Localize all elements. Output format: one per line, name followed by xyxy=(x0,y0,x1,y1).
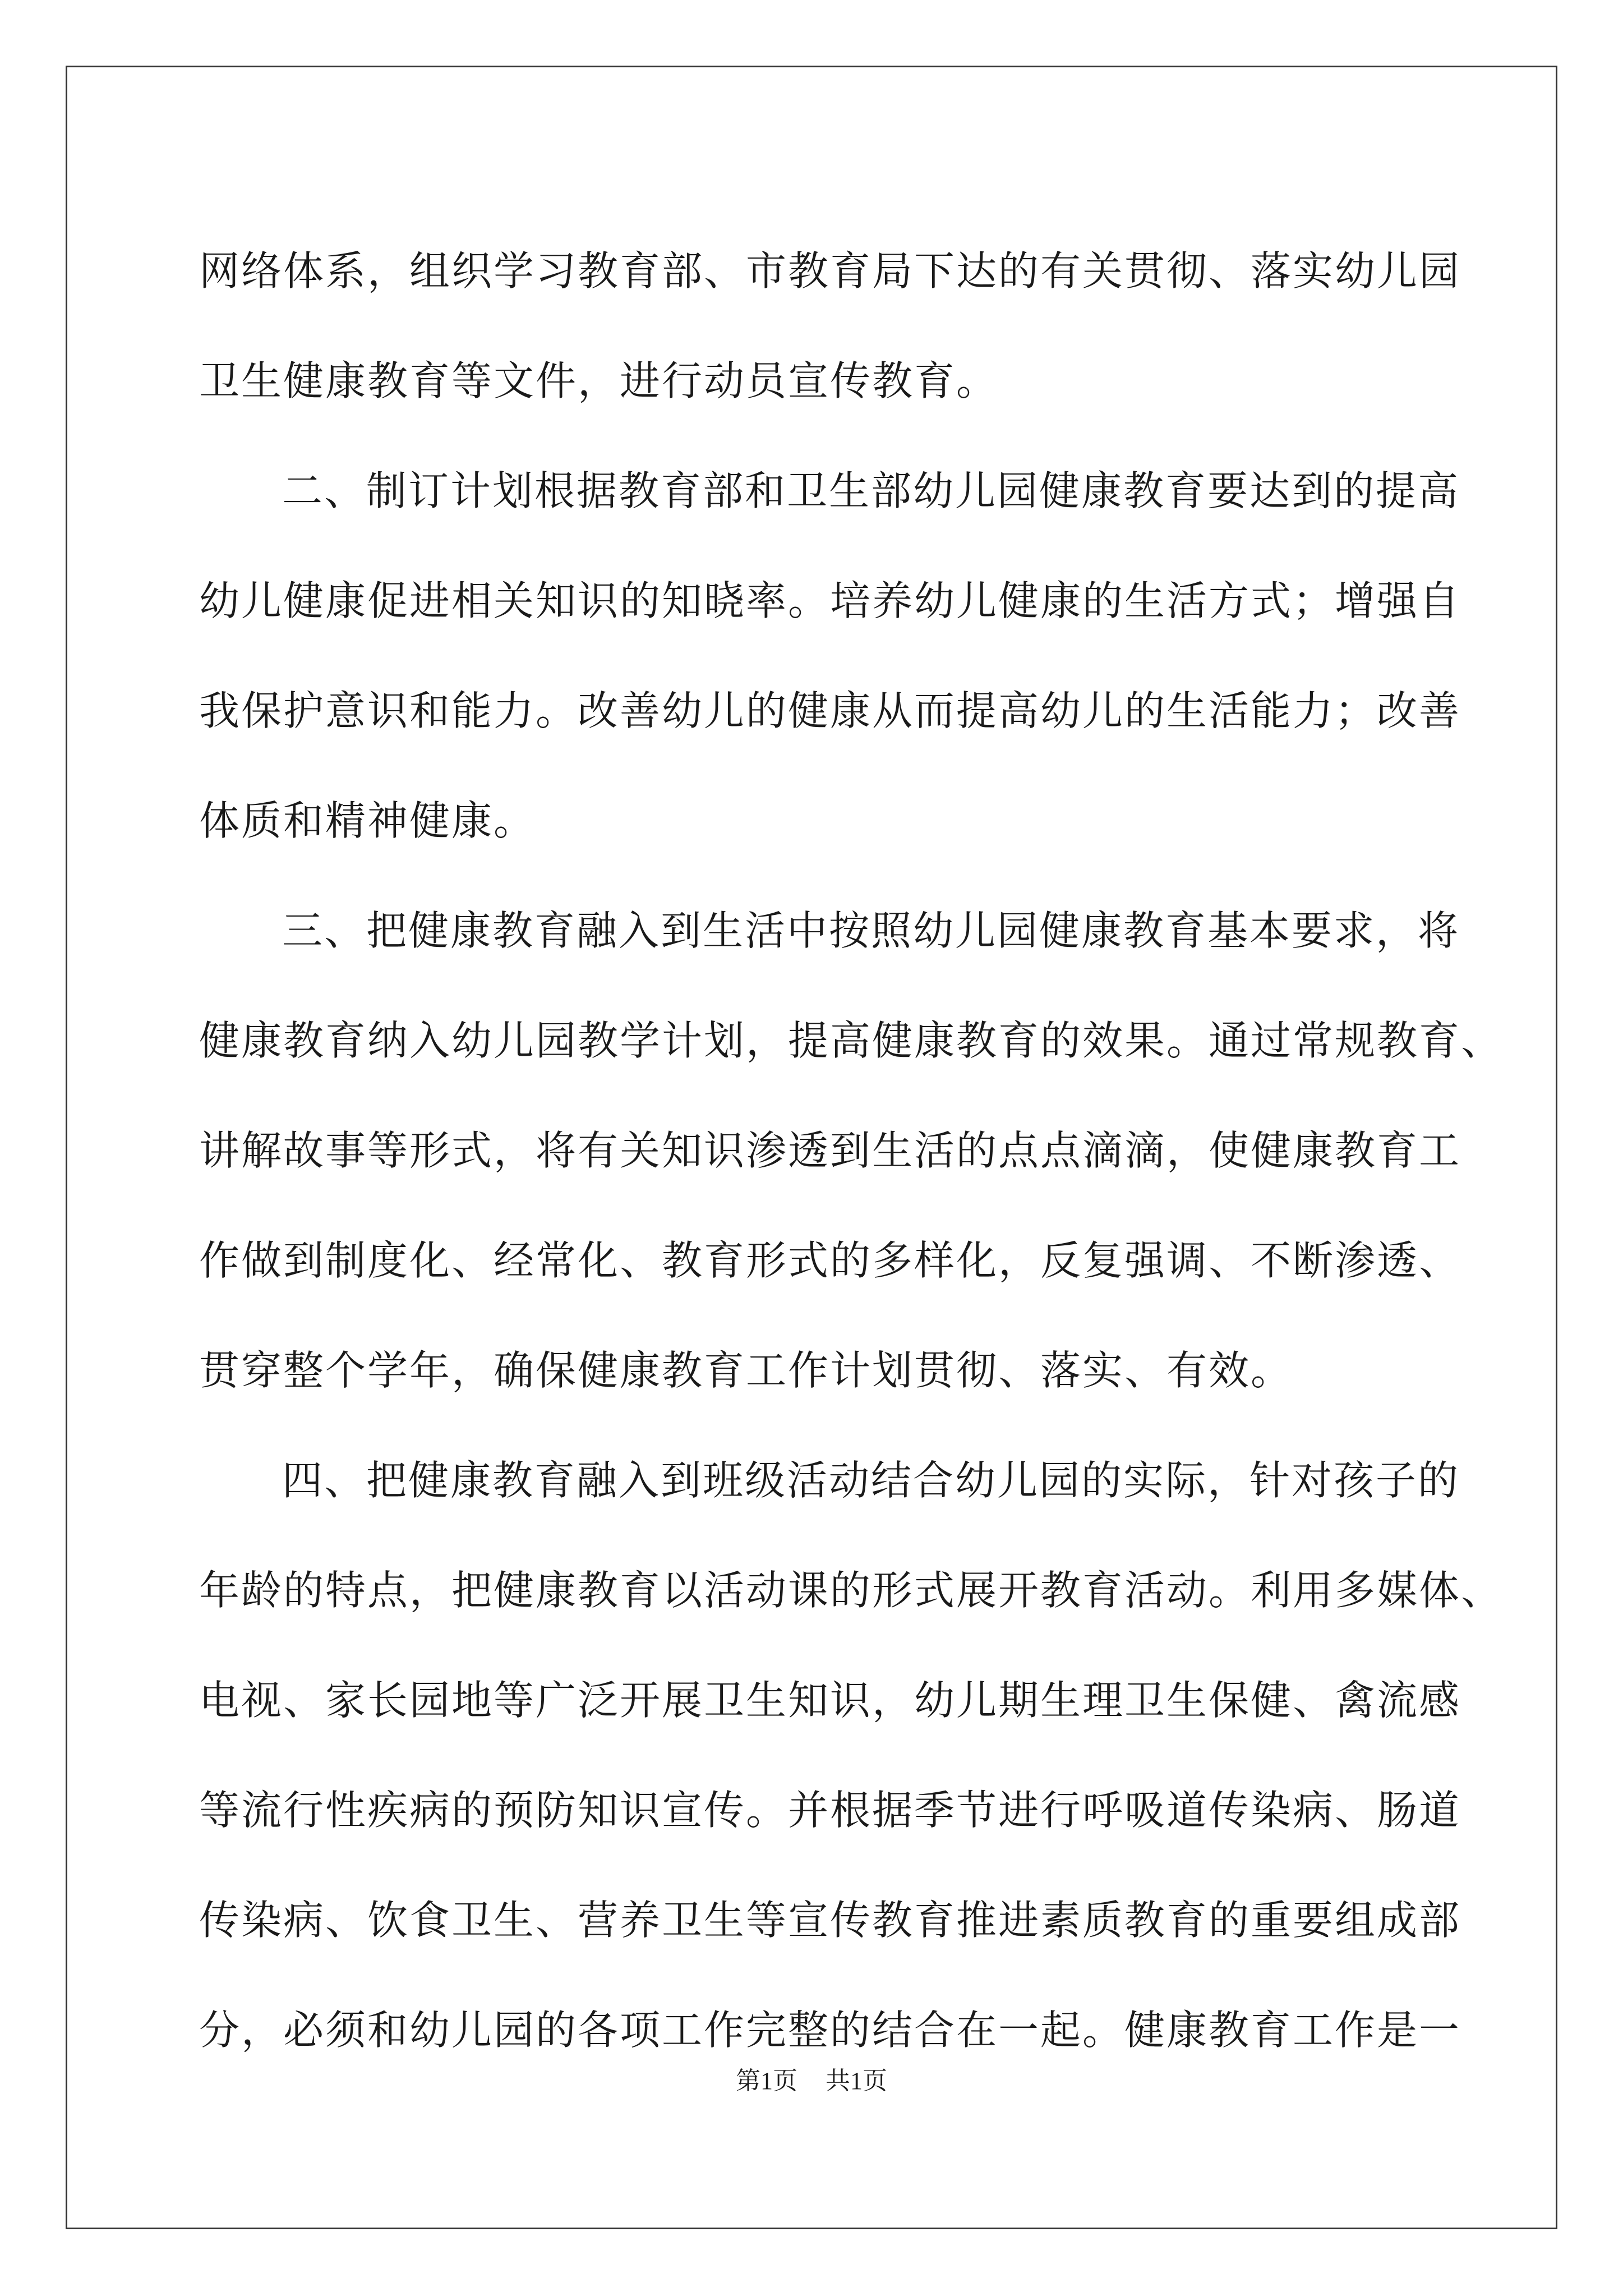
text-line: 网络体系，组织学习教育部、市教育局下达的有关贯彻、落实幼儿园 xyxy=(199,247,1461,295)
text-line: 健康教育纳入幼儿园教学计划，提高健康教育的效果。通过常规教育、 xyxy=(199,1017,1504,1064)
text-line: 讲解故事等形式，将有关知识渗透到生活的点点滴滴，使健康教育工 xyxy=(199,1127,1461,1174)
paragraph-start-line: 二、制订计划根据教育部和卫生部幼儿园健康教育要达到的提高 xyxy=(282,467,1460,514)
text-line: 等流行性疾病的预防知识宣传。并根据季节进行呼吸道传染病、肠道 xyxy=(199,1787,1461,1834)
text-line: 分，必须和幼儿园的各项工作完整的结合在一起。健康教育工作是一 xyxy=(199,2007,1461,2054)
paragraph-start-line: 三、把健康教育融入到生活中按照幼儿园健康教育基本要求，将 xyxy=(282,907,1460,954)
text-line: 年龄的特点，把健康教育以活动课的形式展开教育活动。利用多媒体、 xyxy=(199,1567,1504,1614)
text-line: 我保护意识和能力。改善幼儿的健康从而提高幼儿的生活能力；改善 xyxy=(199,687,1461,734)
page-footer xyxy=(0,2064,1623,2098)
text-line: 传染病、饮食卫生、营养卫生等宣传教育推进素质教育的重要组成部 xyxy=(199,1897,1461,1944)
text-line: 体质和精神健康。 xyxy=(199,797,536,844)
text-line: 卫生健康教育等文件，进行动员宣传教育。 xyxy=(199,357,999,404)
text-line: 幼儿健康促进相关知识的知晓率。培养幼儿健康的生活方式；增强自 xyxy=(199,577,1461,624)
text-line: 电视、家长园地等广泛开展卫生知识，幼儿期生理卫生保健、禽流感 xyxy=(199,1677,1461,1724)
document-body xyxy=(199,216,1504,2085)
paragraph-start-line: 四、把健康教育融入到班级活动结合幼儿园的实际，针对孩子的 xyxy=(282,1457,1460,1504)
text-line: 贯穿整个学年，确保健康教育工作计划贯彻、落实、有效。 xyxy=(199,1347,1293,1394)
page-total: 共1页 xyxy=(826,2067,887,2095)
page-number: 第1页 xyxy=(736,2067,797,2095)
text-line: 作做到制度化、经常化、教育形式的多样化，反复强调、不断渗透、 xyxy=(199,1237,1461,1284)
